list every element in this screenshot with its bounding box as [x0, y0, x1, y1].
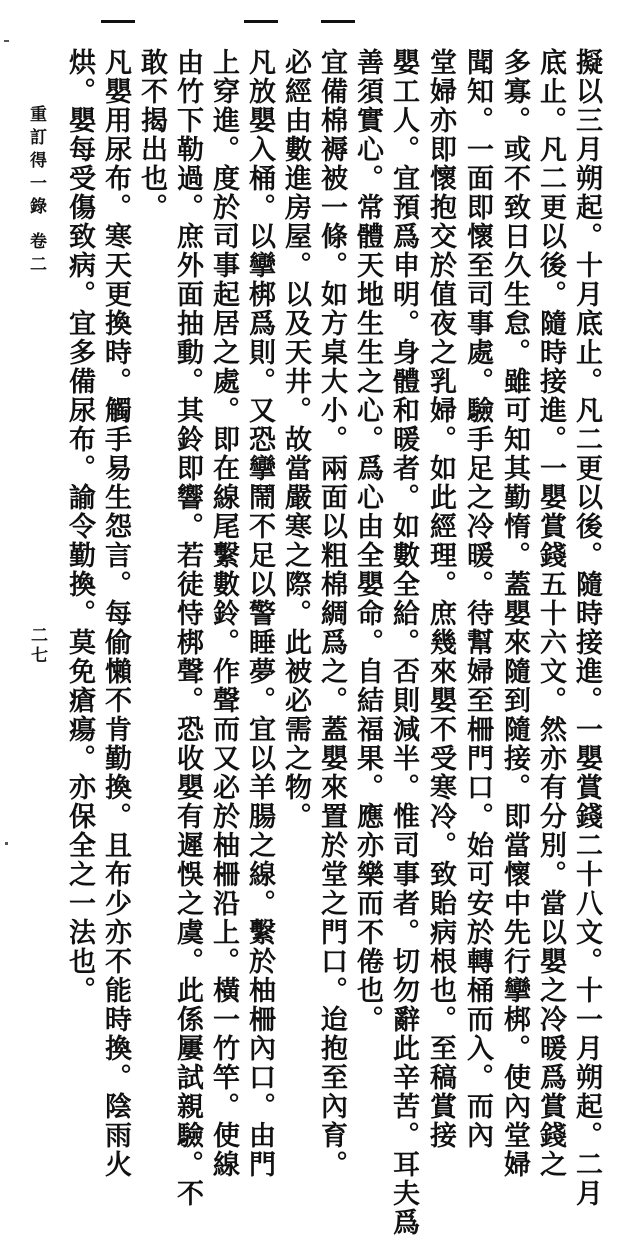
text-column-14: 凡嬰用尿布。寒天更換時。觸手易生怨言。每偷懶不肯勤換。且布少亦不能時換。陰雨火	[100, 48, 131, 1179]
book-title: 重訂得一錄	[26, 105, 46, 220]
section-mark	[321, 20, 355, 23]
text-column-10: 凡放嬰入桶。以攣梆爲則。又恐攣鬧不足以警睡夢。宜以羊腸之線。繫於柚柵內口。由門	[244, 48, 275, 1179]
text-column-4: 聞知。一面即懷至司事處。驗手足之冷暖。待幫婦至柵門口。始可安於轉桶而入。而內	[462, 48, 493, 1150]
section-mark	[244, 20, 278, 23]
text-column-13: 敢不揭出也。	[136, 48, 167, 222]
text-column-11: 上穿進。度於司事起居之處。即在線尾繫數鈴。作聲而又必於柚柵沿上。橫一竹竿。使線	[208, 48, 239, 1179]
text-column-12: 由竹下勒過。庶外面抽動。其鈴即響。若徒恃梆聲。恐收嬰有遲悞之虞。此係屢試親驗。不	[172, 48, 203, 1208]
text-column-8: 宜備棉褥被一條。如方桌大小。兩面以粗棉綢爲之。蓋嬰來置於堂之門口。迨抱至內育。	[316, 48, 347, 1179]
scan-mark	[5, 842, 8, 845]
text-column-6: 嬰工人。宜預爲申明。身體和暖者。如數全給。否則減半。惟司事者。切勿辭此辛苦。耳夫爲	[388, 48, 419, 1237]
page-number: 二七	[27, 626, 47, 666]
text-column-3: 多寡。或不致日久生怠。雖可知其勤惰。蓋嬰來隨到隨接。即當懷中先行攣梆。使內堂婦	[499, 48, 530, 1179]
volume-label: 卷二	[26, 232, 46, 278]
text-column-15: 烘。嬰每受傷致病。宜多備尿布。諭令勤換。莫免瘡瘍。亦保全之一法也。	[64, 48, 95, 1005]
scan-mark	[4, 40, 9, 42]
text-column-7: 善須實心。常體天地生生之心。爲心由全嬰命。自結福果。應亦樂而不倦也。	[352, 48, 383, 1034]
section-mark	[101, 20, 135, 23]
text-column-9: 必經由數進房屋。以及天井。故當嚴寒之際。此被必需之物。	[280, 48, 311, 831]
text-column-1: 擬以三月朔起。十月底止。凡二更以後。隨時接進。一嬰賞錢二十八文。十一月朔起。二月	[571, 48, 602, 1208]
text-column-5: 堂婦亦即懷抱交於值夜之乳婦。如此經理。庶幾來嬰不受寒冷。致貽病根也。至稿賞接	[425, 48, 456, 1150]
text-column-2: 底止。凡二更以後。隨時接進。一嬰賞錢五十六文。然亦有分別。當以嬰之冷暖爲賞錢之	[535, 48, 566, 1179]
